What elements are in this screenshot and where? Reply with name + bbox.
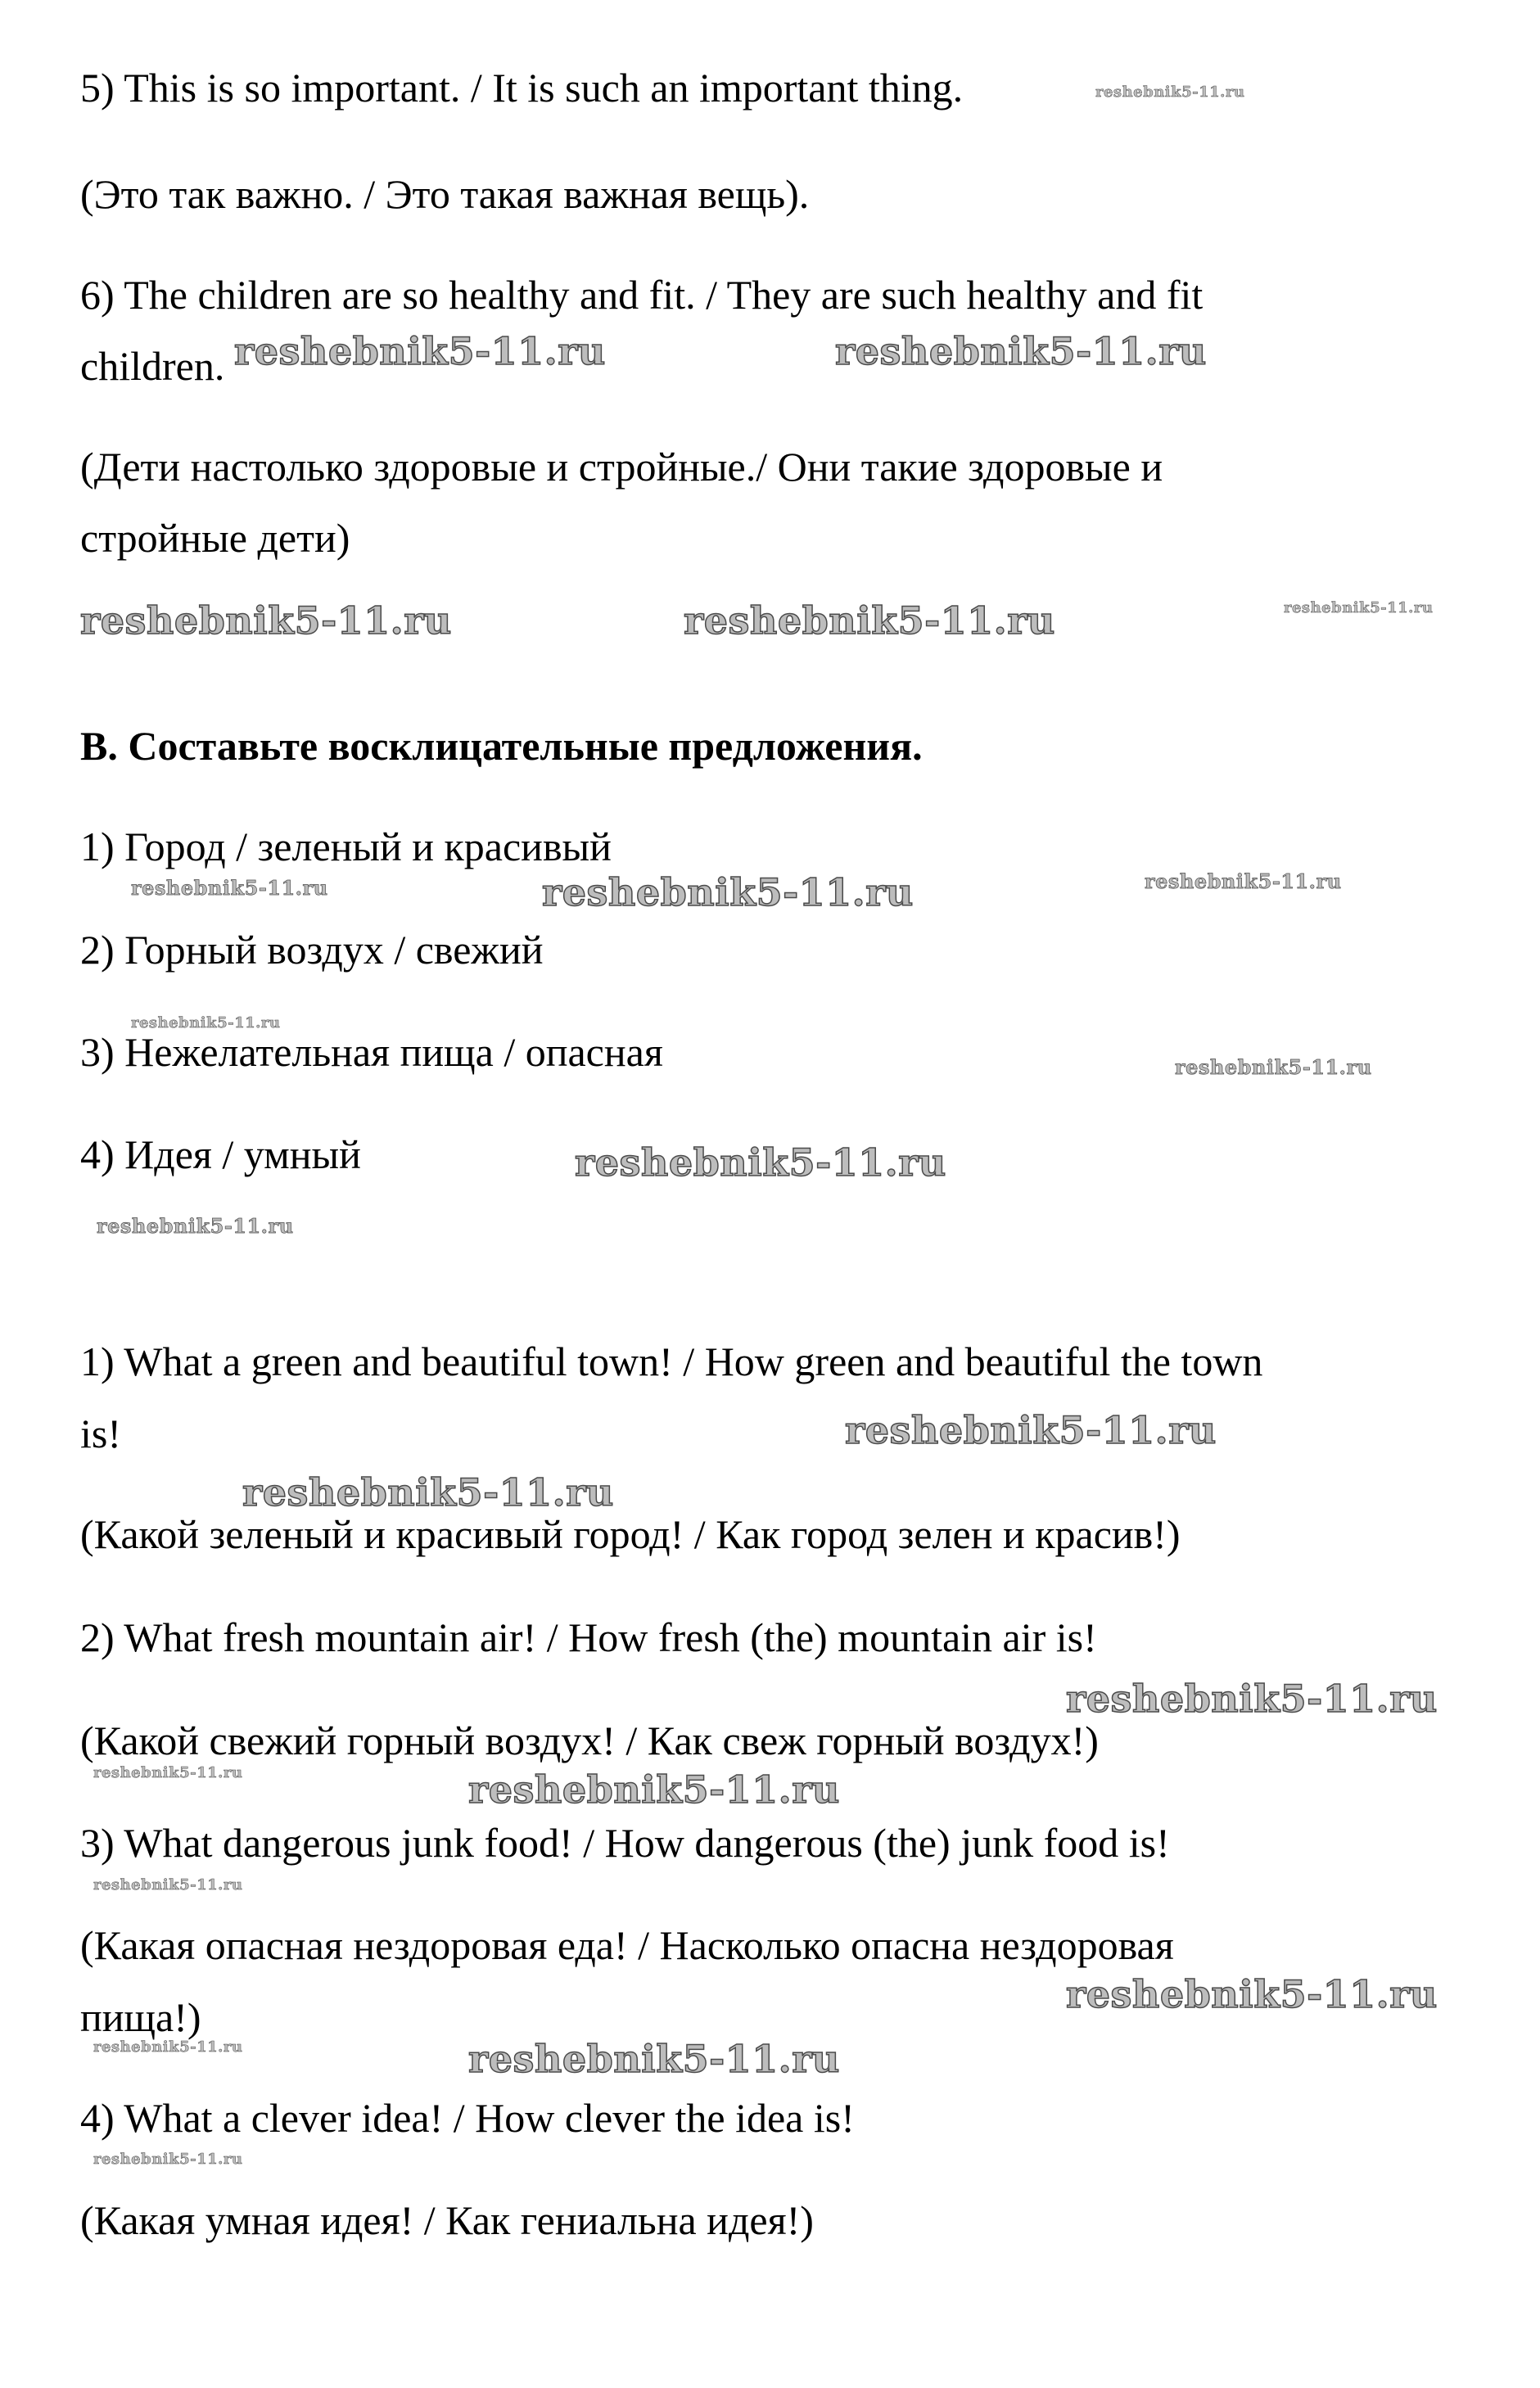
- watermark: reshebnik5-11.ru: [1284, 599, 1434, 616]
- text-line: children.: [80, 343, 225, 389]
- watermark: reshebnik5-11.ru: [468, 2037, 840, 2081]
- text-line: (Какая опасная нездоровая еда! / Насколько опасна нездоровая: [80, 1922, 1174, 1968]
- text-line: is!: [80, 1411, 121, 1456]
- text-line: (Какой свежий горный воздух! / Как свеж горный воздух!): [80, 1718, 1099, 1763]
- watermark: reshebnik5-11.ru: [131, 876, 328, 900]
- text-line: (Дети настолько здоровые и стройные./ Они такие здоровые и: [80, 444, 1163, 490]
- text-line: (Какой зеленый и красивый город! / Как город зелен и красив!): [80, 1511, 1181, 1557]
- text-line: 3) Нежелательная пища / опасная: [80, 1029, 663, 1075]
- text-line: 1) What a green and beautiful town! / How green and beautiful the town: [80, 1338, 1263, 1384]
- text-line: 2) Горный воздух / свежий: [80, 927, 544, 973]
- text-line: (Какая умная идея! / Как гениальна идея!): [80, 2197, 814, 2243]
- watermark: reshebnik5-11.ru: [575, 1140, 946, 1185]
- watermark: reshebnik5-11.ru: [80, 598, 452, 643]
- watermark: reshebnik5-11.ru: [1095, 84, 1245, 101]
- watermark: reshebnik5-11.ru: [1066, 1677, 1438, 1721]
- text-line: 4) Идея / умный: [80, 1131, 361, 1177]
- watermark: reshebnik5-11.ru: [835, 329, 1207, 373]
- watermark: reshebnik5-11.ru: [93, 2038, 243, 2056]
- text-line: 5) This is so important. / It is such an important thing.: [80, 65, 964, 111]
- text-line: 6) The children are so healthy and fit. / They are such healthy and fit: [80, 272, 1204, 318]
- text-line: пища!): [80, 1994, 201, 2040]
- watermark: reshebnik5-11.ru: [1066, 1972, 1438, 2016]
- text-line: (Это так важно. / Это такая важная вещь).: [80, 171, 810, 217]
- text-line: 4) What a clever idea! / How clever the idea is!: [80, 2095, 855, 2141]
- text-line: стройные дети): [80, 515, 350, 561]
- watermark: reshebnik5-11.ru: [1175, 1055, 1372, 1079]
- watermark: reshebnik5-11.ru: [242, 1470, 614, 1515]
- section-heading: B. Составьте восклицательные предложения.: [80, 723, 923, 769]
- text-line: 2) What fresh mountain air! / How fresh (the) mountain air is!: [80, 1614, 1097, 1660]
- text-line: 1) Город / зеленый и красивый: [80, 824, 612, 869]
- watermark: reshebnik5-11.ru: [97, 1214, 294, 1238]
- watermark: reshebnik5-11.ru: [93, 1764, 243, 1781]
- watermark: reshebnik5-11.ru: [93, 2151, 243, 2168]
- watermark: reshebnik5-11.ru: [684, 598, 1055, 643]
- watermark: reshebnik5-11.ru: [845, 1408, 1217, 1452]
- watermark: reshebnik5-11.ru: [234, 329, 606, 373]
- watermark: reshebnik5-11.ru: [131, 1014, 281, 1031]
- watermark: reshebnik5-11.ru: [1145, 869, 1342, 893]
- watermark: reshebnik5-11.ru: [468, 1767, 840, 1812]
- watermark: reshebnik5-11.ru: [93, 1876, 243, 1894]
- watermark: reshebnik5-11.ru: [542, 870, 914, 914]
- text-line: 3) What dangerous junk food! / How dangerous (the) junk food is!: [80, 1820, 1170, 1866]
